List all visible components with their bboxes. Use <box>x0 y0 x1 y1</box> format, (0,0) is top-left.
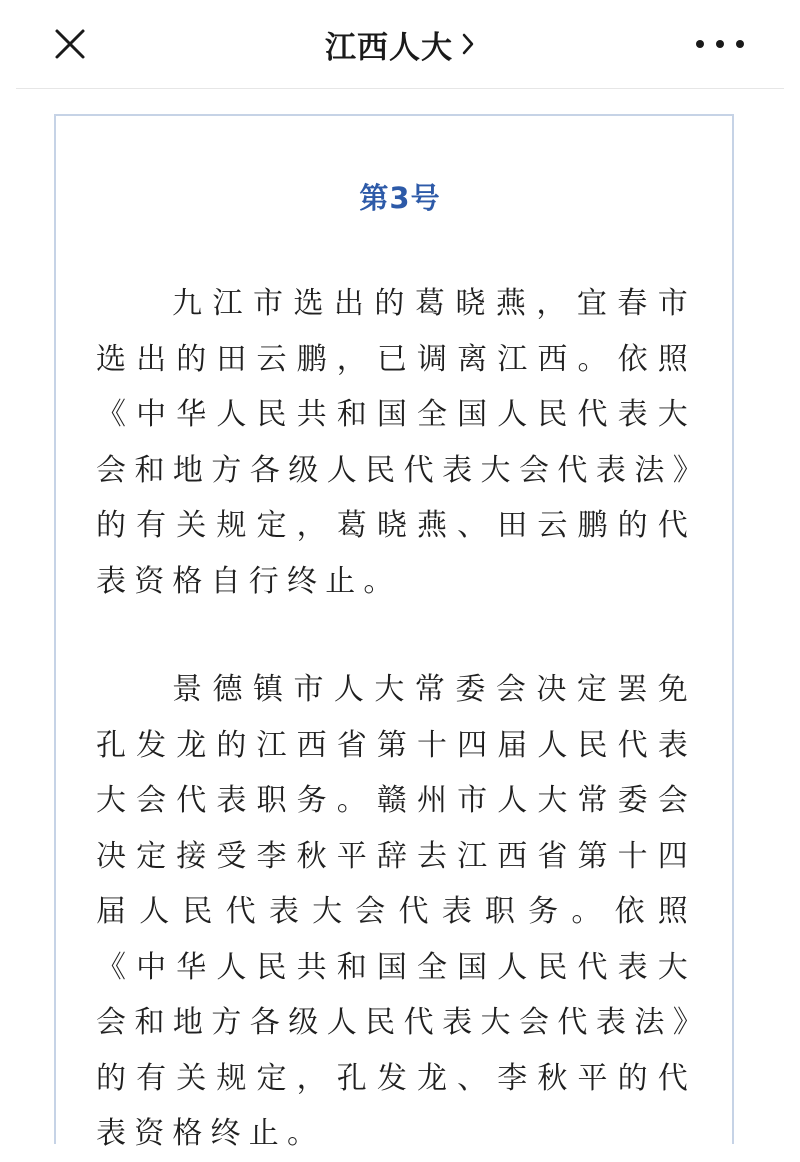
chevron-right-icon <box>461 32 475 56</box>
page-title: 江西人大 <box>325 29 453 66</box>
more-dot-icon <box>696 40 704 48</box>
more-dot-icon <box>736 40 744 48</box>
top-navigation-bar <box>0 0 800 88</box>
more-dot-icon <box>716 40 724 48</box>
article-paragraph: 九江市选出的葛晓燕，宜春市选出的田云鹏，已调离江西。依照《中华人民共和国全国人民代表大会和地方各级人民代表大会代表法》的有关规定，葛晓燕、田云鹏的代表资格自行终止。 <box>96 286 696 599</box>
article-paragraph: 景德镇市人大常委会决定罢免孔发龙的江西省第十四届人民代表大会代表职务。赣州市人大常委会决定接受李秋平辞去江西省第十四届人民代表大会代表职务。依照《中华人民共和国全国人民代表大会和地方各级人民代表大会代表法》的有关规定，孔发龙、李秋平的代表资格终止。 <box>96 672 696 1151</box>
more-options-button[interactable] <box>696 30 744 58</box>
account-title-link[interactable] <box>0 22 800 66</box>
document-number-heading: 第3号 <box>359 181 441 215</box>
header-divider <box>16 88 784 89</box>
